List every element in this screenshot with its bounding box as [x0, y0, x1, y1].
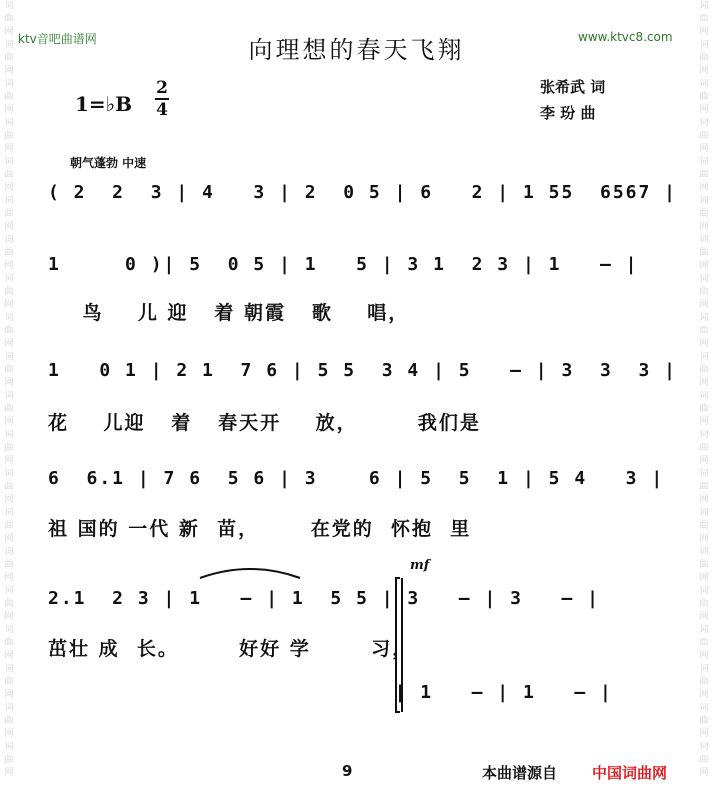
watermark-char: 曲 [699, 443, 709, 453]
watermark-char: 网 [4, 534, 14, 544]
watermark-char: 网 [4, 66, 14, 76]
watermark-char: 曲 [4, 443, 14, 453]
watermark-char: 网 [4, 378, 14, 388]
watermark-char: 曲 [4, 560, 14, 570]
watermark-char: 曲 [4, 482, 14, 492]
watermark-char: 网 [4, 27, 14, 37]
notes-row-2: 1 0 )| 5 0 5 | 1 5 | 3 1 2 3 | 1 — | [48, 254, 639, 275]
watermark-char: 词 [4, 703, 14, 713]
watermark-char: 网 [4, 612, 14, 622]
watermark-char: 曲 [4, 209, 14, 219]
watermark-char: 网 [699, 729, 709, 739]
watermark-char: 词 [4, 235, 14, 245]
watermark-char: 曲 [4, 521, 14, 531]
watermark-char: 网 [4, 183, 14, 193]
watermark-char: 网 [699, 534, 709, 544]
watermark-char: 曲 [699, 638, 709, 648]
watermark-char: 网 [699, 105, 709, 115]
watermark-char: 词 [699, 547, 709, 557]
score-row-5 [0, 588, 713, 684]
notes-row-6: | 1 — | 1 — | [48, 682, 613, 703]
watermark-char: 曲 [4, 638, 14, 648]
watermark-char: 词 [699, 157, 709, 167]
watermark-char: 曲 [4, 677, 14, 687]
watermark-char: 网 [699, 222, 709, 232]
tempo-marking: 朝气蓬勃 中速 [70, 156, 147, 170]
watermark-char: 曲 [699, 92, 709, 102]
watermark-char: 词 [699, 586, 709, 596]
watermark-char: 词 [699, 235, 709, 245]
watermark-char: 词 [4, 40, 14, 50]
watermark-char: 词 [699, 508, 709, 518]
watermark-char: 曲 [4, 326, 14, 336]
watermark-char: 网 [699, 339, 709, 349]
watermark-char: 网 [4, 495, 14, 505]
watermark-char: 词 [699, 1, 709, 11]
watermark-char: 网 [4, 339, 14, 349]
watermark-char: 词 [4, 313, 14, 323]
watermark-char: 曲 [699, 482, 709, 492]
watermark-char: 词 [699, 703, 709, 713]
watermark-char: 曲 [699, 755, 709, 765]
watermark-char: 网 [699, 378, 709, 388]
watermark-char: 词 [4, 469, 14, 479]
watermark-char: 网 [699, 612, 709, 622]
watermark-char: 曲 [4, 14, 14, 24]
watermark-char: 词 [4, 79, 14, 89]
watermark-char: 词 [699, 352, 709, 362]
watermark-char: 曲 [699, 14, 709, 24]
score-row-4 [0, 468, 713, 564]
score-row-3 [0, 360, 713, 456]
watermark-char: 曲 [4, 404, 14, 414]
watermark-char: 网 [4, 300, 14, 310]
watermark-char: 曲 [699, 677, 709, 687]
watermark-char: 曲 [4, 53, 14, 63]
watermark-char: 网 [4, 144, 14, 154]
watermark-char: 词 [699, 664, 709, 674]
watermark-char: 曲 [699, 404, 709, 414]
watermark-char: 网 [699, 690, 709, 700]
watermark-char: 词 [4, 157, 14, 167]
watermark-char: 网 [699, 183, 709, 193]
tie-arc [200, 569, 300, 578]
watermark-char: 词 [4, 391, 14, 401]
lyrics-row-5: 茁壮 成 长。 好好 学 习， [48, 638, 414, 660]
watermark-char: 网 [699, 768, 709, 778]
watermark-char: 词 [699, 469, 709, 479]
watermark-char: 曲 [4, 365, 14, 375]
notes-row-1: ( 2 2 3 | 4 3 | 2 0 5 | 6 2 | 1 55 6567 | [48, 182, 678, 203]
watermark-char: 曲 [699, 53, 709, 63]
watermark-char: 曲 [699, 716, 709, 726]
time-signature-bottom: 4 [156, 100, 168, 120]
time-signature-top: 2 [156, 78, 168, 98]
watermark-char: 词 [699, 391, 709, 401]
watermark-top-right: www.ktvc8.com [578, 30, 673, 44]
watermark-char: 曲 [4, 170, 14, 180]
watermark-char: 网 [699, 27, 709, 37]
watermark-char: 网 [4, 573, 14, 583]
watermark-char: 曲 [4, 131, 14, 141]
lyrics-row-3: 花 儿迎 着 春天开 放， 我们是 [48, 412, 481, 434]
watermark-char: 网 [699, 456, 709, 466]
watermark-char: 词 [699, 196, 709, 206]
watermark-char: 网 [4, 768, 14, 778]
watermark-char: 网 [4, 105, 14, 115]
watermark-char: 词 [4, 1, 14, 11]
watermark-char: 网 [699, 417, 709, 427]
source-label: 本曲谱源自 [482, 764, 558, 782]
watermark-char: 词 [4, 118, 14, 128]
watermark-char: 曲 [4, 599, 14, 609]
watermark-char: 网 [4, 222, 14, 232]
watermark-char: 词 [4, 586, 14, 596]
watermark-char: 词 [4, 664, 14, 674]
watermark-char: 曲 [699, 521, 709, 531]
watermark-char: 曲 [699, 131, 709, 141]
watermark-char: 曲 [699, 365, 709, 375]
watermark-char: 曲 [4, 716, 14, 726]
watermark-char: 网 [699, 495, 709, 505]
watermark-char: 词 [699, 313, 709, 323]
watermark-char: 词 [4, 625, 14, 635]
notes-row-3: 1 0 1 | 2 1 7 6 | 5 5 3 4 | 5 — | 3 3 3 | [48, 360, 678, 381]
watermark-char: 词 [4, 742, 14, 752]
lyrics-row-2: 鸟 儿 迎 着 朝霞 歌 唱， [48, 302, 410, 324]
key-signature: 1=♭B [75, 92, 133, 116]
watermark-char: 网 [4, 651, 14, 661]
watermark-char: 词 [4, 196, 14, 206]
score-row-2 [0, 254, 713, 350]
score-row-6 [0, 682, 713, 712]
watermark-char: 网 [699, 261, 709, 271]
watermark-char: 词 [4, 508, 14, 518]
watermark-char: 网 [699, 300, 709, 310]
watermark-char: 词 [699, 40, 709, 50]
credits [540, 74, 605, 126]
lyricist-credit: 张希武 词 [540, 78, 606, 96]
watermark-char: 曲 [699, 248, 709, 258]
dynamics-marking: mf [410, 558, 430, 573]
composer-credit: 李 玢 曲 [540, 104, 596, 122]
watermark-char: 曲 [699, 326, 709, 336]
lyrics-row-4: 祖 国的 一代 新 苗， 在党的 怀抱 里 [48, 518, 472, 540]
watermark-char: 网 [699, 66, 709, 76]
watermark-char: 曲 [699, 287, 709, 297]
watermark-char: 网 [699, 144, 709, 154]
watermark-char: 网 [4, 729, 14, 739]
notes-row-5: 2.1 2 3 | 1 — | 1 5 5 | 3 — | 3 — | [48, 588, 600, 609]
watermark-char: 曲 [699, 209, 709, 219]
song-title: 向理想的春天飞翔 [248, 36, 465, 64]
watermark-char: 网 [699, 573, 709, 583]
watermark-char: 网 [4, 690, 14, 700]
watermark-char: 网 [4, 417, 14, 427]
watermark-char: 网 [699, 651, 709, 661]
watermark-char: 网 [4, 456, 14, 466]
watermark-char: 网 [4, 261, 14, 271]
notes-row-4: 6 6.1 | 7 6 5 6 | 3 6 | 5 5 1 | 5 4 3 | [48, 468, 665, 489]
watermark-char: 曲 [699, 170, 709, 180]
watermark-char: 词 [4, 352, 14, 362]
watermark-char: 词 [4, 547, 14, 557]
watermark-char: 曲 [699, 599, 709, 609]
watermark-char: 词 [4, 430, 14, 440]
watermark-top-left: ktv音吧曲谱网 [18, 32, 97, 46]
source-site-link[interactable]: 中国词曲网 [592, 764, 668, 782]
watermark-char: 曲 [4, 92, 14, 102]
watermark-char: 词 [4, 274, 14, 284]
watermark-char: 词 [699, 625, 709, 635]
watermark-char: 词 [699, 430, 709, 440]
watermark-char: 词 [699, 742, 709, 752]
watermark-char: 词 [699, 79, 709, 89]
page-number: 9 [342, 762, 353, 780]
watermark-char: 曲 [4, 755, 14, 765]
watermark-char: 词 [699, 118, 709, 128]
watermark-char: 词 [699, 274, 709, 284]
watermark-char: 曲 [699, 560, 709, 570]
watermark-char: 曲 [4, 248, 14, 258]
watermark-char: 曲 [4, 287, 14, 297]
time-signature [155, 78, 169, 120]
